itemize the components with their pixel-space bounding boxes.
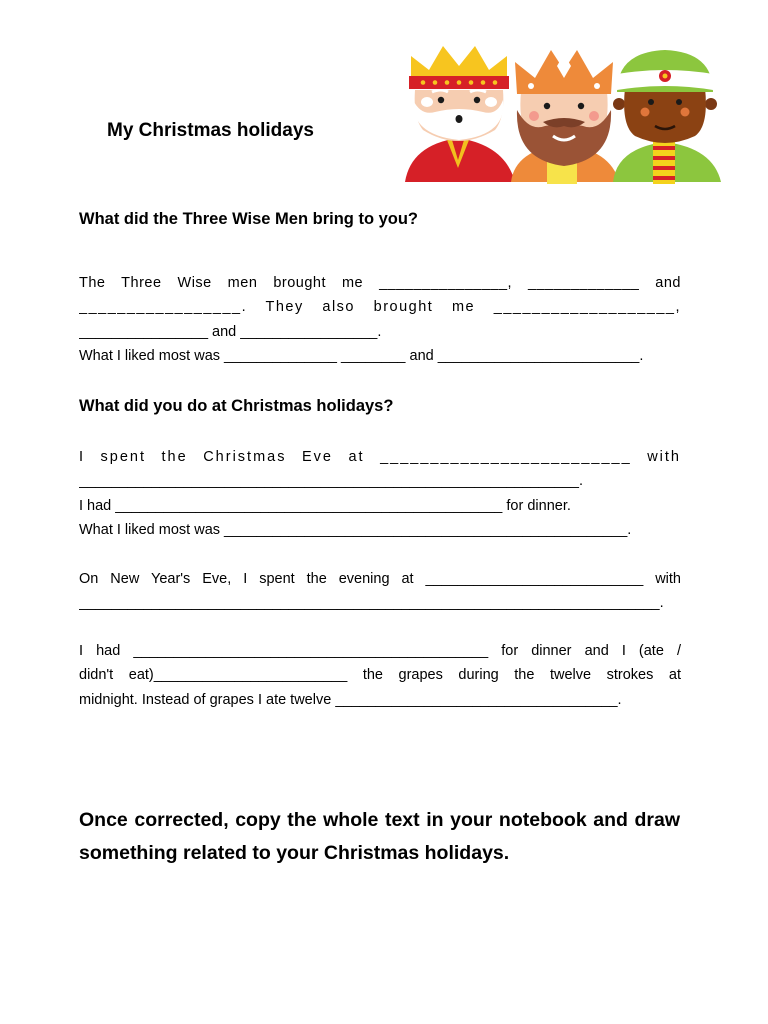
- new-years-eve-line: On New Year's Eve, I spent the evening at ___________________________ with: [79, 571, 681, 587]
- wise-man-left: [405, 46, 515, 182]
- wise-man-middle: [511, 50, 619, 184]
- gifts-paragraph: [79, 271, 681, 369]
- wise-man-right: [613, 50, 721, 184]
- dinner-grapes-line: midnight. Instead of grapes I ate twelve ___________________________________.: [79, 691, 622, 708]
- dinner-grapes-line: I had ____________________________________________ for dinner and I (ate /: [79, 643, 681, 659]
- christmas-eve-line: I had ________________________________________________ for dinner.: [79, 497, 571, 514]
- gifts-line: The Three Wise men brought me _______________, _____________ and: [79, 275, 681, 291]
- dinner-grapes-paragraph: [79, 639, 681, 712]
- new-years-eve-paragraph: [79, 567, 681, 616]
- gifts-line: _________________. They also brought me ___________________,: [79, 299, 681, 316]
- section-heading-gifts: What did the Three Wise Men bring to you?: [79, 210, 419, 228]
- section-heading-activities: What did you do at Christmas holidays?: [79, 397, 394, 415]
- christmas-eve-line: What I liked most was __________________________________________________.: [79, 522, 632, 539]
- gifts-line: What I liked most was ______________ ________ and _________________________.: [79, 348, 644, 365]
- page-title: My Christmas holidays: [107, 120, 314, 141]
- dinner-grapes-line: didn't eat)________________________ the grapes during the twelve strokes at: [79, 667, 681, 684]
- three-wise-men-illustration: [403, 40, 725, 184]
- christmas-eve-paragraph: [79, 445, 681, 543]
- christmas-eve-line: ______________________________________________________________.: [79, 473, 584, 490]
- christmas-eve-line: I spent the Christmas Eve at _________________________ with: [79, 449, 681, 465]
- gifts-line: ________________ and _________________.: [79, 323, 382, 340]
- new-years-eve-line: ________________________________________________________________________.: [79, 595, 664, 612]
- closing-instruction: Once corrected, copy the whole text in your notebook and draw something related to your Christmas holidays.: [79, 809, 680, 864]
